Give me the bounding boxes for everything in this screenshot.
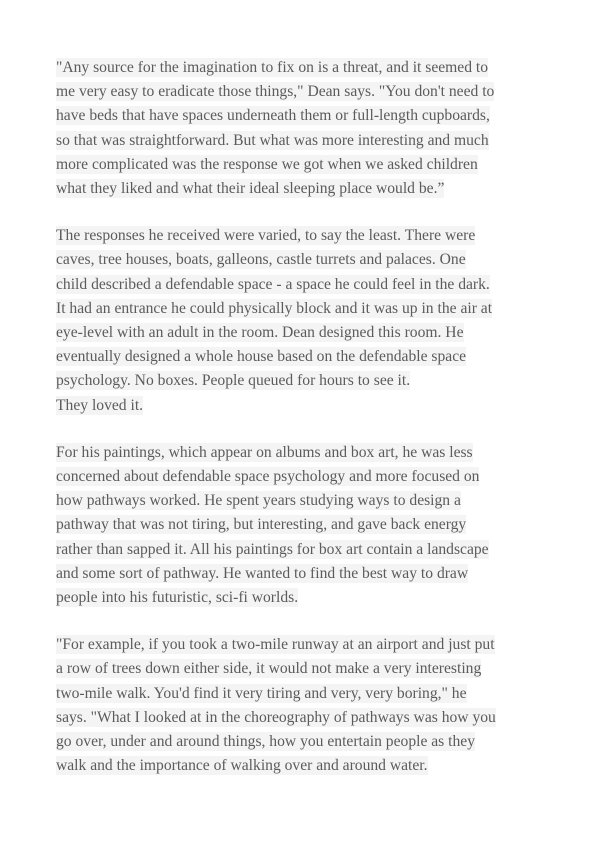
- text-line: have beds that have spaces underneath them or full-length cupboards,: [56, 107, 490, 125]
- text-line: "Any source for the imagination to fix on is a threat, and it seemed to: [56, 59, 489, 76]
- text-line: pathway that was not tiring, but interesting, and gave back energy: [56, 516, 467, 534]
- text-line: rather than sapped it. All his paintings for box art contain a landscape: [56, 540, 489, 558]
- article-body: [56, 56, 546, 801]
- paragraph-2: [56, 224, 546, 418]
- text-line: caves, tree houses, boats, galleons, castle turrets and palaces. One: [56, 251, 466, 269]
- paragraph-4: [56, 633, 546, 778]
- text-line: people into his futuristic, sci-fi worlds.: [56, 589, 299, 607]
- text-line: eventually designed a whole house based on the defendable space: [56, 348, 467, 366]
- text-line: eye-level with an adult in the room. Dean designed this room. He: [56, 324, 464, 342]
- text-line: They loved it.: [56, 396, 144, 414]
- text-line: For his paintings, which appear on albums and box art, he was less: [56, 443, 473, 461]
- text-line: me very easy to eradicate those things," Dean says. "You don't need to: [56, 83, 495, 101]
- text-line: how pathways worked. He spent years studying ways to design a: [56, 492, 461, 510]
- text-line: walk and the importance of walking over and around water.: [56, 757, 428, 775]
- text-line: go over, under and around things, how you entertain people as they: [56, 733, 475, 751]
- text-line: "For example, if you took a two-mile runway at an airport and just put: [56, 636, 495, 654]
- text-line: psychology. No boxes. People queued for hours to see it.: [56, 372, 411, 390]
- text-line: says. "What I looked at in the choreography of pathways was how you: [56, 708, 496, 726]
- text-line: The responses he received were varied, to say the least. There were: [56, 227, 476, 245]
- text-line: concerned about defendable space psychology and more focused on: [56, 468, 480, 486]
- text-line: two-mile walk. You'd find it very tiring and very, very boring," he: [56, 684, 467, 702]
- text-line: more complicated was the response we got when we asked children: [56, 155, 478, 173]
- text-line: what they liked and what their ideal sleeping place would be.”: [56, 180, 445, 198]
- text-line: and some sort of pathway. He wanted to find the best way to draw: [56, 564, 469, 582]
- text-line: a row of trees down either side, it would not make a very interesting: [56, 660, 482, 678]
- text-line: child described a defendable space - a space he could feel in the dark.: [56, 275, 490, 293]
- paragraph-1: [56, 56, 546, 201]
- paragraph-3: [56, 441, 546, 610]
- text-line: so that was straightforward. But what was more interesting and much: [56, 131, 489, 149]
- text-line: It had an entrance he could physically block and it was up in the air at: [56, 299, 493, 317]
